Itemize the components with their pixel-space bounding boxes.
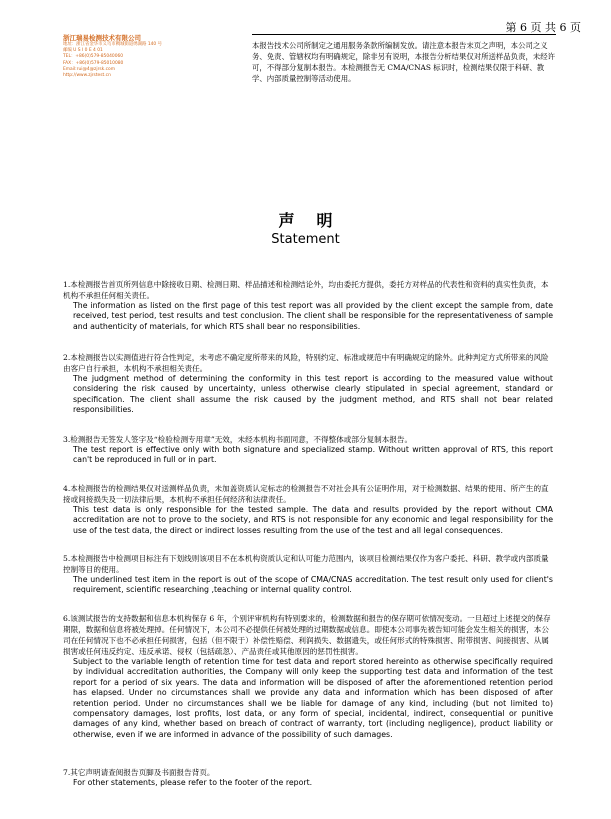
statement-4-cn: 4.本检测报告的检测结果仅对送测样品负责，未加盖资质认定标志的检测报告不对社会具有公证明作用，对于检测数据、结果的使用、所产生的直接或间接损失及一切法律后果，本机构不承担任何经济和法律责任。 [63,484,549,504]
title-chinese: 声明 [278,211,355,230]
statement-6-cn: 6.该测试报告的支持数据和信息本机构保存 6 年，个别评审机构有特别要求的，检测数据和报告的保存期可依情况变动。一旦超过上述提交的保存期限，数据和信息将被处理掉。任何情况下，本公司不必提供任何被处理的过期数据或信息。即使本公司事先被告知可能会发生相关的损害，本公司在任何情况下也不必承担任何损害，包括（但不限于）补偿性赔偿、利润损失、数据遗失，或任何形式的特殊损害、附带损害、间接损害、从属损害或任何违反约定、违反承诺、侵权（包括疏忽）、产品责任或其他原因的惩罚性损害。 [63,614,551,656]
contact-postcode: 邮编 U S I 0 E 4 01 [63,48,103,54]
contact-website: http://www.zjrstest.cn [63,73,111,79]
statement-3-en: The test report is effective only with both signature and specialized stamp. Without written approval of RTS, this report can't be reproduced in full or in part. [73,445,553,465]
statement-2-en: The judgment method of determining the conformity in this test report is according to the measured value without considering the risk caused by uncertainty, unless otherwise clearly stipulated in special agreement, standard or specification. The client shall assume the risk caused by the judgment method, and RTS shall not bear related responsibilities. [73,374,553,415]
company-name: 浙江瑞易检测技术有限公司 [63,34,141,42]
company-info [63,34,198,79]
statement-1 [63,279,553,332]
statement-2 [63,352,553,416]
contact-tel: TEL：+86(0)579-85040060 [63,54,124,60]
page-number: 第 6 页 共 6 页 [505,21,581,34]
statement-3-cn: 3.检测报告无签发人签字及“检验检测专用章”无效，未经本机构书面同意，不得整体或部分复制本报告。 [63,435,413,444]
statement-1-cn: 1.本检测报告首页所列信息中除接收日期、检测日期、样品描述和检测结论外，均由委托方提供，委托方对样品的代表性和资料的真实性负责，本机构不承担任何相关责任。 [63,280,549,300]
statement-7-en: For other statements, please refer to the footer of the report. [73,778,313,787]
statement-3 [63,434,553,466]
statement-4 [63,483,553,536]
statement-1-en: The information as listed on the first page of this test report was all provided by the client except the sample from, date received, test period, test results and test conclusion. The client shall be responsible for the representativeness of sample and authenticity of materials, for which RTS shall bear no responsibilities. [73,301,553,331]
contact-fax: FAX：+86(0)579-85010080 [63,60,124,66]
statement-5-cn: 5.本检测报告中检测项目标注有下划线则该项目不在本机构资质认定和认可能力范围内，该项目检测结果仅作为客户委托、科研、教学或内部质量控制等目的使用。 [63,554,549,574]
statement-5 [63,553,553,596]
statement-2-cn: 2.本检测报告以实测值进行符合性判定，未考虑不确定度所带来的风险，特别约定、标准或规范中有明确规定的除外。此种判定方式所带来的风险由客户自行承担，本机构不承担相关责任。 [63,353,549,373]
statement-7 [63,767,553,788]
statement-4-en: This test data is only responsible for the tested sample. The data and results provided by the report without CMA accreditation are not to prove to the society, and RTS is not responsible for any economic and legal responsibility for the use of the test data, the direct or indirect losses resulting from the use of the test and all legal consequences. [73,505,553,535]
statement-6 [63,613,553,740]
title-english: Statement [271,232,340,247]
contact-address: 地址：浙江省金华市义乌市稠城街道绣湖路 140 号 [63,42,162,47]
statement-7-cn: 7.其它声明请查阅报告页脚及书面报告背页。 [63,768,215,777]
contact-email: Email:rui@4@zjrsk.com [63,66,115,72]
statement-6-en: Subject to the variable length of retention time for test data and report stored hereinto as otherwise specifically required by individual accreditation authorities, the Company will only keep the supporting test data and information of the test report for a period of six years. The data and information will be disposed of after the aforementioned retention period has elapsed. Under no circumstances shall we provide any data and information which has been disposed of after retention period. Under no circumstances shall we be liable for damage of any kind, including (but not limited to) compensatory damages, lost profits, lost data, or any form of special, incidental, indirect, consequential or punitive damages of any kind, whether based on breach of contract of warranty, tort (including negligence), product liability or otherwise, even if we are informed in advance of the possibility of such damages. [73,657,553,739]
statement-5-en: The underlined test item in the report is out of the scope of CMA/CNAS accreditation. The test result only used for client's requirement, scientific researching ,teaching or internal quality control. [73,575,553,595]
header-notice: 本报告技术公司所制定之通用服务条款所编制发放。请注意本报告末页之声明，本公司之义务、免责、管辖权均有明确规定，除非另有说明，本报告分析结果仅对所送样品负责，未经许可，不得部分复制本报告。本检测报告无 CMA/CNAS 标识时，检测结果仅限于科研、教学、内部质量控制等活动使用。 [252,34,556,84]
